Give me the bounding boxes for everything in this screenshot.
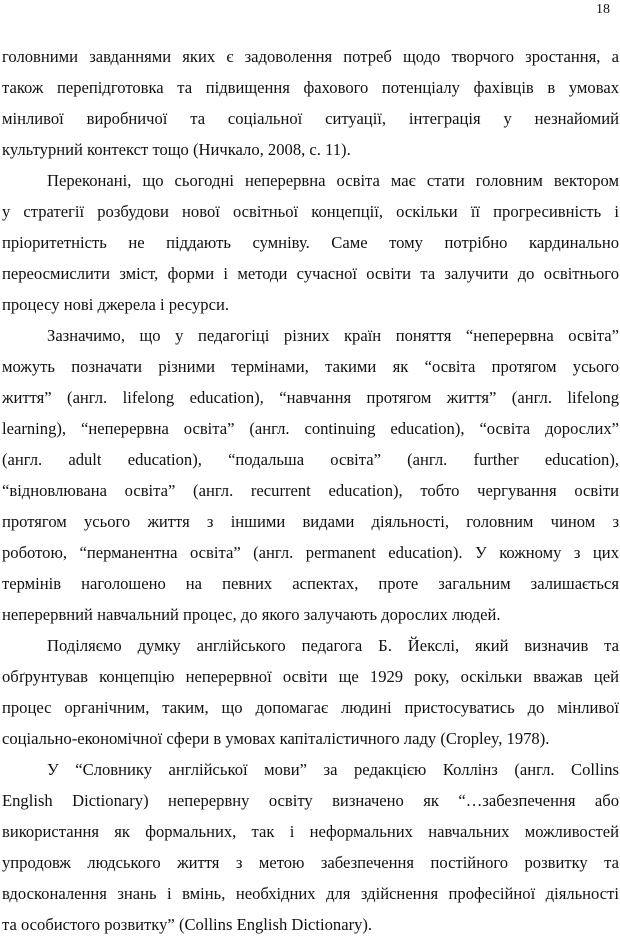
text-line: та особистого розвитку” (Collins English Dictionary). bbox=[2, 915, 373, 934]
text-line: соціально-економічної сфери в умовах капіталістичного ладу (Cropley, 1978). bbox=[2, 729, 550, 748]
document-body bbox=[2, 41, 619, 940]
text-line: роботою, “перманентна освіта” (англ. permanent education). У кожному з цих bbox=[2, 543, 619, 562]
text-line: вдосконалення знань і вмінь, необхідних для здійснення професійної діяльності bbox=[2, 884, 619, 903]
text-line: культурний контекст тощо (Ничкало, 2008, с. 11). bbox=[2, 140, 351, 159]
text-line: Переконані, що сьогодні неперервна освіта має стати головним вектором bbox=[47, 171, 619, 190]
text-line: термінів наголошено на певних аспектах, проте загальним залишається bbox=[2, 574, 619, 593]
text-line: головними завданнями яких є задоволення потреб щодо творчого зростання, а bbox=[2, 47, 619, 66]
text-line: у стратегії розбудови нової освітньої концепції, оскільки її прогресивність і bbox=[2, 202, 619, 221]
text-line: мінливої виробничої та соціальної ситуації, інтеграція у незнайомий bbox=[2, 109, 619, 128]
text-line: Зазначимо, що у педагогіці різних країн поняття “неперервна освіта” bbox=[47, 326, 619, 345]
text-line: процесу нові джерела і ресурси. bbox=[2, 295, 229, 314]
text-line: переосмислити зміст, форми і методи сучасної освіти та залучити до освітнього bbox=[2, 264, 619, 283]
text-line: пріоритетність не піддають сумніву. Саме тому потрібно кардинально bbox=[2, 233, 619, 252]
text-line: “відновлювана освіта” (англ. recurrent education), тобто чергування освіти bbox=[2, 481, 619, 500]
text-line: Поділяємо думку англійського педагога Б. Йекслі, який визначив та bbox=[47, 636, 619, 655]
text-line: English Dictionary) неперервну освіту визначено як “…забезпечення або bbox=[2, 791, 619, 810]
text-line: (англ. adult education), “подальша освіта” (англ. further education), bbox=[2, 450, 619, 469]
text-line: також перепідготовка та підвищення фахового потенціалу фахівців в умовах bbox=[2, 78, 619, 97]
text-line: використання як формальних, так і неформальних навчальних можливостей bbox=[2, 822, 619, 841]
text-line: життя” (англ. lifelong education), “навчання протягом життя” (англ. lifelong bbox=[2, 388, 619, 407]
text-line: У “Словнику англійської мови” за редакцією Коллінз (англ. Collins bbox=[47, 760, 619, 779]
text-line: можуть позначати різними термінами, такими як “освіта протягом усього bbox=[2, 357, 619, 376]
page-number: 18 bbox=[596, 2, 610, 17]
text-line: упродовж людського життя з метою забезпечення постійного розвитку та bbox=[2, 853, 619, 872]
text-line: learning), “неперервна освіта” (англ. continuing education), “освіта дорослих” bbox=[2, 419, 619, 438]
text-line: неперервний навчальний процес, до якого залучають дорослих людей. bbox=[2, 605, 501, 624]
text-line: обґрунтував концепцію неперервної освіти ще 1929 року, оскільки вважав цей bbox=[2, 667, 619, 686]
text-line: процес органічним, таким, що допомагає людині пристосуватись до мінливої bbox=[2, 698, 619, 717]
text-line: протягом усього життя з іншими видами діяльності, головним чином з bbox=[2, 512, 619, 531]
